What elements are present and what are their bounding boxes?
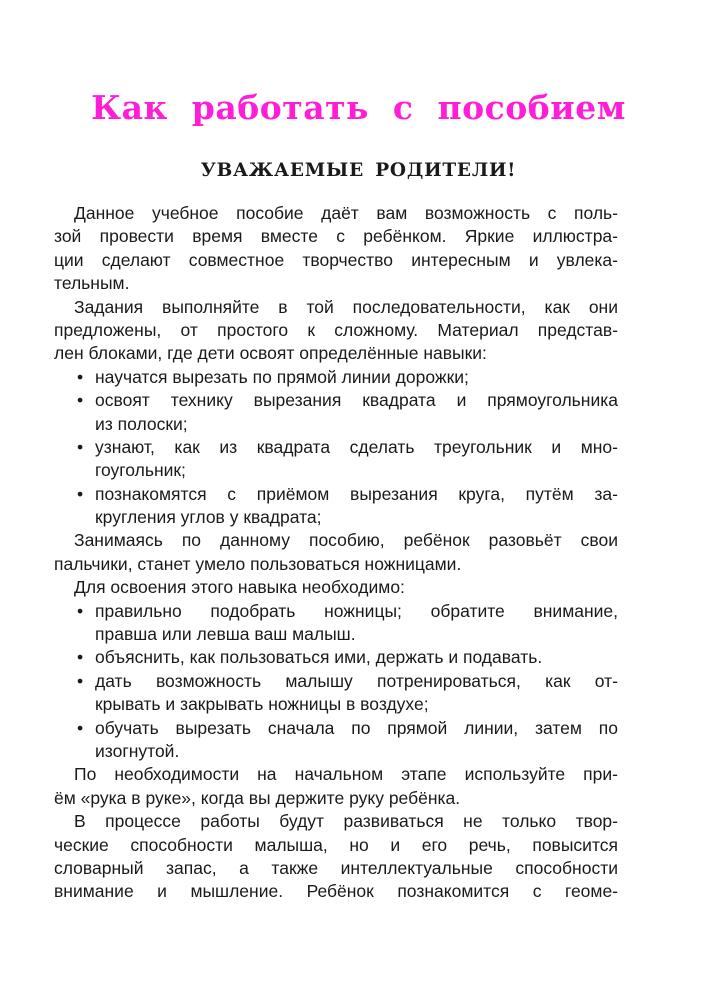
list-item-continuation: гоугольник; bbox=[95, 460, 186, 481]
text-line: Занимаясь по данному пособию, ребёнок разовьёт свои bbox=[74, 530, 618, 551]
text-line: ём «рука в руке», когда вы держите руку ребёнка. bbox=[54, 787, 461, 808]
list-item-text: дать возможность малышу потренироваться, как от- bbox=[95, 670, 618, 691]
list-item-text: правильно подобрать ножницы; обратите внимание, bbox=[95, 600, 618, 621]
text-line: пальчики, станет умело пользоваться ножницами. bbox=[54, 553, 462, 574]
text-line: Задания выполняйте в той последовательности, как они bbox=[74, 296, 618, 317]
text-line: зой провести время вместе с ребёнком. Яркие иллюстра- bbox=[54, 226, 618, 247]
list-item bbox=[74, 600, 618, 623]
text-line: В процессе работы будут развиваться не только твор- bbox=[74, 811, 618, 832]
text-line: словарный запас, а также интеллектуальные способности bbox=[54, 857, 618, 878]
list-item-continuation: правша или левша ваш малыш. bbox=[95, 624, 356, 645]
text-line: ческие способности малыша, но и его речь, повысится bbox=[54, 834, 618, 855]
bullet-icon: • bbox=[77, 436, 84, 457]
bullet-icon: • bbox=[77, 717, 84, 738]
list-item-continuation: кругления углов у квадрата; bbox=[95, 507, 322, 528]
list-item-text: научатся вырезать по прямой линии дорожки; bbox=[95, 366, 469, 387]
bullet-icon: • bbox=[77, 366, 84, 387]
bullet-icon: • bbox=[77, 647, 84, 668]
list-item bbox=[74, 483, 618, 506]
list-item bbox=[74, 366, 618, 389]
list-item bbox=[74, 670, 618, 693]
list-item-text: познакомятся с приёмом вырезания круга, путём за- bbox=[95, 483, 618, 504]
bullet-icon: • bbox=[77, 600, 84, 621]
list-item-text: узнают, как из квадрата сделать треугольник и мно- bbox=[95, 436, 618, 457]
list-item bbox=[74, 389, 618, 412]
bullet-icon: • bbox=[77, 670, 84, 691]
list-item bbox=[74, 646, 618, 669]
list-item-continuation: из полоски; bbox=[95, 413, 188, 434]
text-line: Данное учебное пособие даёт вам возможность с поль- bbox=[74, 203, 618, 223]
text-line: ции сделают совместное творчество интересным и увлека- bbox=[54, 249, 618, 270]
list-item-text: обучать вырезать сначала по прямой линии, затем по bbox=[95, 717, 618, 738]
list-item bbox=[74, 436, 618, 459]
page-subtitle: УВАЖАЕМЫЕ РОДИТЕЛИ! bbox=[200, 160, 517, 181]
list-item-text: объяснить, как пользоваться ими, держать и подавать. bbox=[95, 647, 543, 668]
list-item-text: освоят технику вырезания квадрата и прямоугольника bbox=[95, 390, 618, 411]
text-line: внимание и мышление. Ребёнок познакомится с геоме- bbox=[54, 881, 618, 902]
page-title: Как работать с пособием bbox=[91, 88, 626, 127]
text-line: По необходимости на начальном этапе используйте при- bbox=[74, 764, 618, 785]
body-text bbox=[54, 202, 618, 904]
bullet-icon: • bbox=[77, 483, 84, 504]
bullet-icon: • bbox=[77, 390, 84, 411]
list-item bbox=[74, 717, 618, 740]
list-item-continuation: крывать и закрывать ножницы в воздухе; bbox=[95, 694, 429, 715]
text-line: предложены, от простого к сложному. Материал представ- bbox=[54, 319, 618, 340]
list-item-continuation: изогнутой. bbox=[95, 740, 180, 761]
text-line: лен блоками, где дети освоят определённые навыки: bbox=[54, 343, 487, 364]
text-line: тельным. bbox=[54, 273, 130, 294]
text-line: Для освоения этого навыка необходимо: bbox=[74, 577, 405, 598]
